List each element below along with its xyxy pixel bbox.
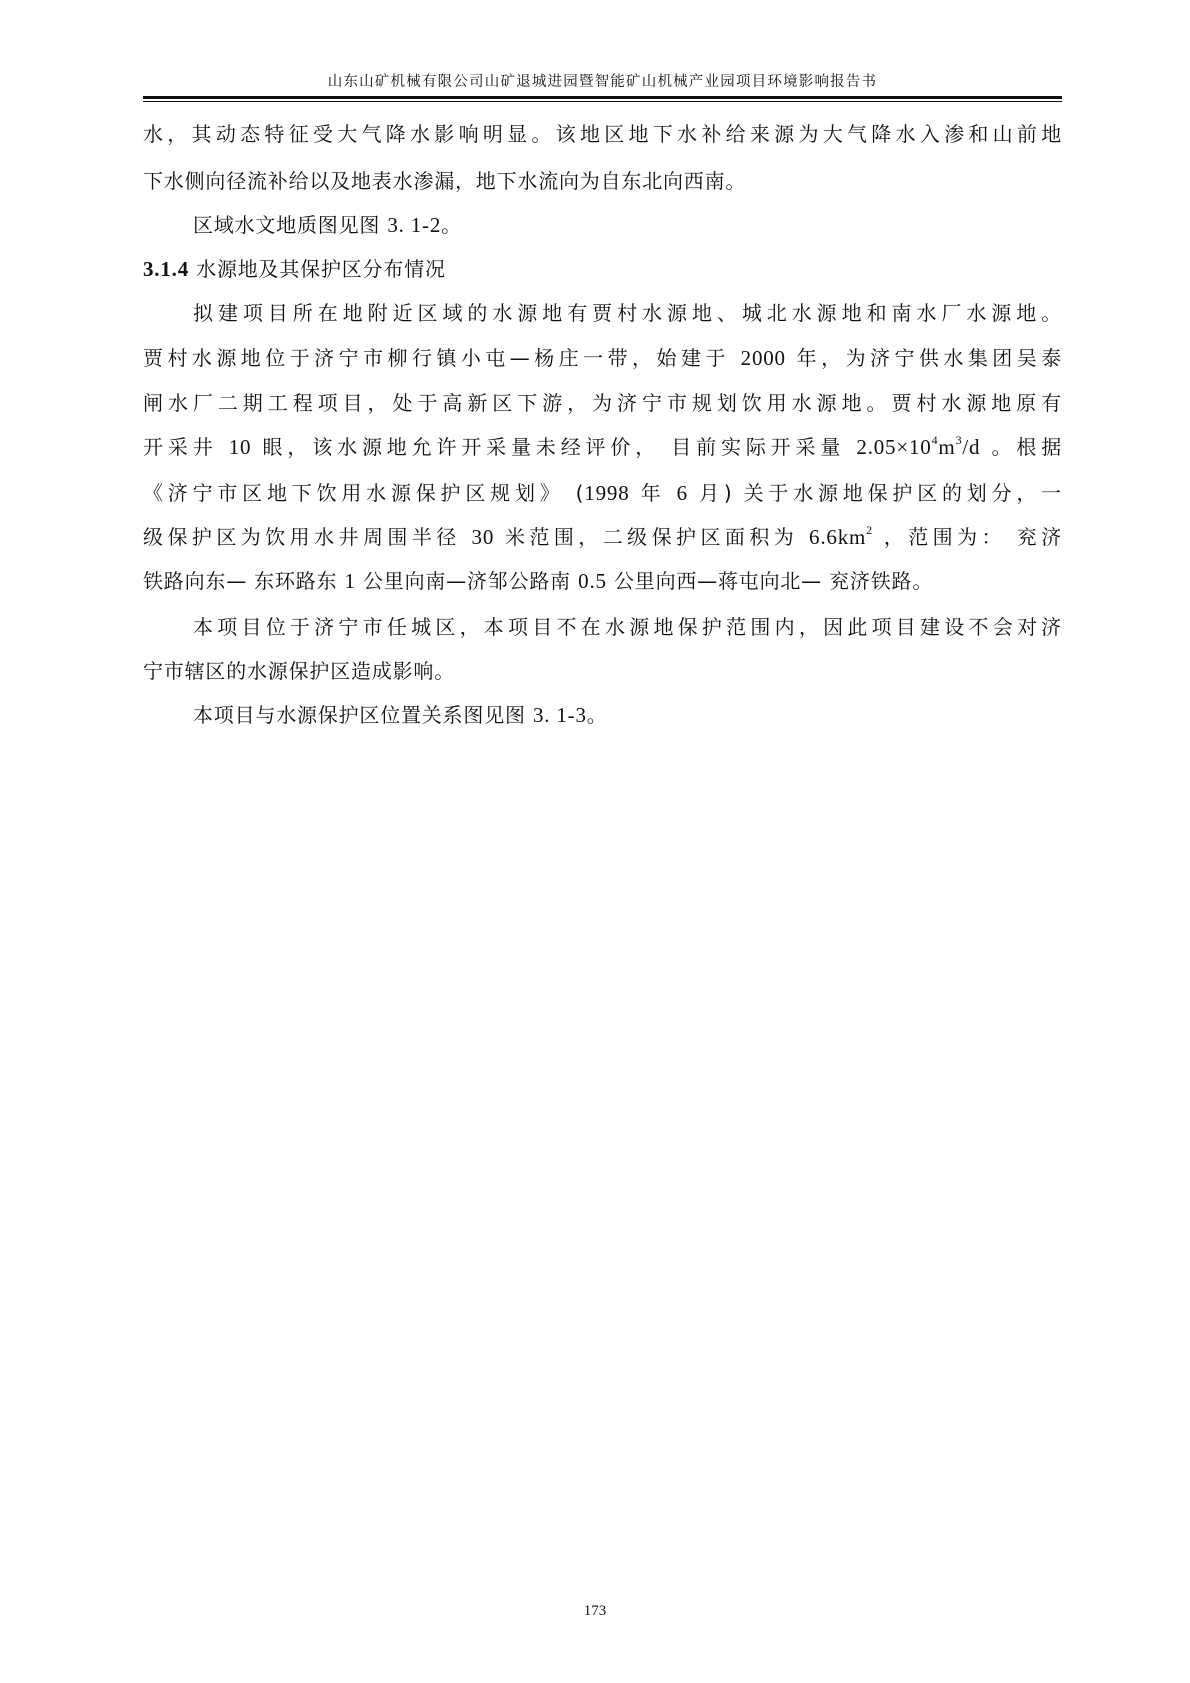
page-number: 173 xyxy=(583,1603,607,1619)
paragraph-3-line-4 xyxy=(143,434,1062,460)
document-header: 山东山矿机械有限公司山矿退城进园暨智能矿山机械产业园项目环境影响报告书 xyxy=(327,74,878,90)
wells-count: 10 xyxy=(228,435,252,459)
paragraph-2-end: 。 xyxy=(441,213,462,237)
paragraph-5 xyxy=(193,702,1062,728)
paragraph-1-line-2: 下水侧向径流补给以及地表水渗漏，地下水流向为自东北向西南。 xyxy=(143,169,747,193)
text-run: 月) 关于水源地保护区的划分，一 xyxy=(687,481,1062,505)
paragraph-1-line-1: 水，其动态特征受大气降水影响明显。该地区地下水补给来源为大气降水入渗和山前地 xyxy=(143,122,1062,146)
header-rule-thick xyxy=(143,96,1062,99)
figure-reference: 3. 1-3 xyxy=(532,703,587,727)
text-run: 公里向西—蒋屯向北— 兖济铁路。 xyxy=(606,569,934,593)
area-value xyxy=(809,525,873,549)
text-run: 米范围，二级保护区面积为 xyxy=(494,525,810,549)
paragraph-5-text: 本项目与水源保护区位置关系图见图 xyxy=(193,703,533,727)
paragraph-4-line-2: 宁市辖区的水源保护区造成影响。 xyxy=(143,659,455,683)
text-run: 。根据 xyxy=(980,435,1063,459)
paragraph-4-line-1: 本项目位于济宁市任城区，本项目不在水源地保护范围内，因此项目建设不会对济 xyxy=(193,615,1062,639)
text-run: 年，为济宁供水集团吴泰 xyxy=(785,346,1062,370)
paragraph-3-line-3: 闸水厂二期工程项目，处于高新区下游，为济宁市规划饮用水源地。贾村水源地原有 xyxy=(143,391,1062,415)
text-run: 铁路向东— 东环路东 xyxy=(143,569,345,593)
area-exponent: 2 xyxy=(866,523,873,537)
paragraph-3-line-2 xyxy=(143,345,1062,371)
year-value: 1998 xyxy=(584,481,630,505)
amount-base: 2.05×10 xyxy=(856,435,932,459)
paragraph-3-line-6 xyxy=(143,524,1062,550)
amount-per-day: /d xyxy=(962,435,981,459)
month-value: 6 xyxy=(676,481,688,505)
text-run: ，范围为： 兖济 xyxy=(872,525,1062,549)
text-run: 公里向南—济邹公路南 xyxy=(355,569,579,593)
text-run: 《济宁市区地下饮用水源保护区规划》 ( xyxy=(143,481,585,505)
text-run: 年 xyxy=(629,481,677,505)
area-base: 6.6km xyxy=(809,525,867,549)
paragraph-2 xyxy=(193,212,1062,238)
year-value: 2000 xyxy=(740,346,786,370)
distance-value: 1 xyxy=(344,569,356,593)
text-run: 贾村水源地位于济宁市柳行镇小屯—杨庄一带，始建于 xyxy=(143,346,741,370)
section-heading xyxy=(143,256,1062,282)
paragraph-3-line-1: 拟建项目所在地附近区域的水源地有贾村水源地、城北水源地和南水厂水源地。 xyxy=(193,301,1062,325)
radius-value: 30 xyxy=(471,525,495,549)
section-number: 3.1.4 xyxy=(143,257,189,281)
figure-reference: 3. 1-2 xyxy=(387,213,442,237)
paragraph-5-end: 。 xyxy=(586,703,608,727)
amount-unit: m xyxy=(938,435,956,459)
unit-exponent: 3 xyxy=(955,433,963,447)
distance-value: 0.5 xyxy=(578,569,607,593)
paragraph-3-line-5 xyxy=(143,480,1062,506)
header-rule-thin xyxy=(143,101,1062,102)
extraction-amount xyxy=(856,435,980,459)
paragraph-2-text: 区域水文地质图见图 xyxy=(193,213,388,237)
section-title: 水源地及其保护区分布情况 xyxy=(189,257,446,281)
paragraph-3-line-7 xyxy=(143,568,1062,594)
amount-exponent: 4 xyxy=(931,433,939,447)
text-run: 眼，该水源地允许开采量未经评价， 目前实际开采量 xyxy=(251,435,857,459)
text-run: 开采井 xyxy=(143,435,229,459)
text-run: 级保护区为饮用水井周围半径 xyxy=(143,525,472,549)
